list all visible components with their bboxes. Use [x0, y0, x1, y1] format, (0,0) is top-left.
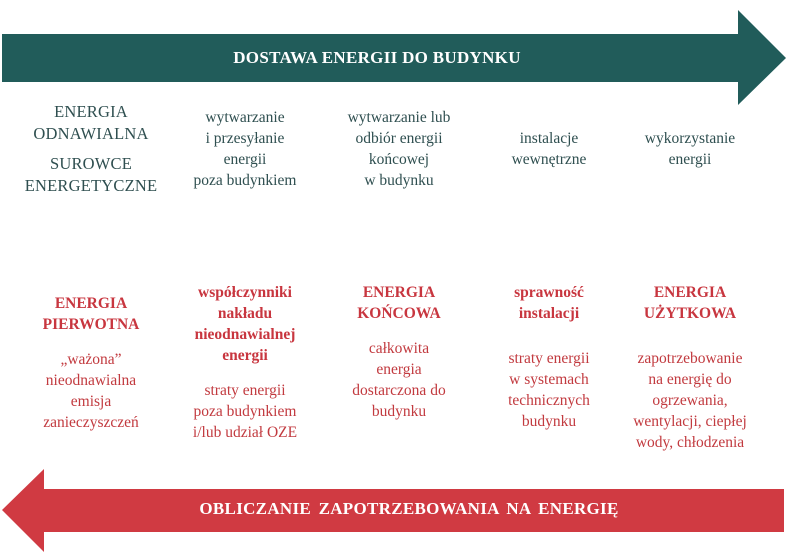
column-3-lower	[322, 282, 476, 422]
body-line: i/lub udział OZE	[192, 424, 298, 441]
conversion-factors-description	[168, 380, 322, 443]
column-5-upper	[608, 128, 772, 170]
column-2-upper-line: i przesyłanie	[205, 130, 285, 147]
body-line: całkowita	[368, 340, 430, 357]
column-1-upper	[14, 101, 168, 197]
final-energy-heading	[322, 282, 476, 324]
delivery-arrow-label: DOSTAWA ENERGII DO BUDYNKU	[233, 48, 521, 67]
body-line: na energię do	[648, 371, 732, 388]
column-4-upper-line: instalacje	[519, 130, 579, 147]
column-5-lower	[608, 282, 772, 453]
system-efficiency-description	[474, 348, 624, 432]
column-2-upper	[168, 107, 322, 191]
column-2-upper-line: energii	[223, 151, 267, 168]
column-2-upper-line: wytwarzanie	[205, 109, 285, 126]
useful-energy-description	[608, 348, 772, 453]
column-1-lower	[14, 293, 168, 433]
column-3-upper	[322, 107, 476, 191]
final-energy-description	[322, 338, 476, 422]
body-line: emisja	[70, 393, 112, 410]
heading-line: instalacji	[518, 305, 580, 322]
column-4-upper	[474, 128, 624, 170]
conversion-factors-heading	[168, 282, 322, 366]
body-line: nieodnawialna	[45, 372, 137, 389]
calculation-arrow	[0, 466, 790, 554]
heading-line: sprawność	[514, 284, 584, 301]
body-line: poza budynkiem	[193, 403, 297, 420]
heading-line: nieodnawialnej	[194, 326, 296, 343]
column-5-upper-line: energii	[668, 151, 712, 168]
body-line: zapotrzebowanie	[637, 350, 743, 367]
heading-line: UŻYTKOWA	[643, 305, 737, 322]
column-2-lower	[168, 282, 322, 443]
column-4-upper-line: wewnętrzne	[511, 151, 587, 168]
heading-line: ENERGIA	[54, 295, 128, 312]
body-line: dostarczona do	[352, 382, 446, 399]
column-1-upper2-line: ENERGETYCZNE	[24, 176, 158, 195]
heading-line: PIERWOTNA	[42, 316, 140, 333]
column-2-upper-line: poza budynkiem	[193, 172, 297, 189]
body-line: „ważona”	[60, 351, 122, 368]
heading-line: nakładu	[217, 305, 273, 322]
column-1-upper2-line: SUROWCE	[49, 154, 133, 173]
body-line: zanieczyszczeń	[43, 414, 139, 431]
column-1-upper-line: ODNAWIALNA	[33, 124, 149, 143]
heading-line: ENERGIA	[362, 284, 436, 301]
body-line: budynku	[371, 403, 427, 420]
primary-energy-description	[14, 349, 168, 433]
column-5-upper-line: wykorzystanie	[644, 130, 736, 147]
column-3-upper-line: odbiór energii	[355, 130, 443, 147]
column-3-upper-line: wytwarzanie lub	[347, 109, 451, 126]
body-line: w systemach	[509, 371, 589, 388]
heading-line: współczynniki	[198, 284, 292, 301]
column-4-lower	[474, 282, 624, 432]
body-line: energia	[376, 361, 422, 378]
system-efficiency-heading	[474, 282, 624, 324]
column-1-upper-line: ENERGIA	[54, 102, 128, 121]
useful-energy-heading	[608, 282, 772, 324]
body-line: wentylacji, ciepłej	[633, 413, 747, 430]
body-line: ogrzewania,	[652, 392, 728, 409]
body-line: wody, chłodzenia	[635, 434, 745, 451]
body-line: technicznych	[508, 392, 590, 409]
body-line: straty energii	[204, 382, 286, 399]
column-3-upper-line: w budynku	[364, 172, 434, 189]
body-line: straty energii	[508, 350, 590, 367]
heading-line: ENERGIA	[653, 284, 727, 301]
primary-energy-heading	[14, 293, 168, 335]
delivery-arrow	[0, 10, 790, 108]
heading-line: energii	[222, 347, 268, 364]
calculation-arrow-label: OBLICZANIE ZAPOTRZEBOWANIA NA ENERGIĘ	[199, 499, 619, 518]
column-3-upper-line: końcowej	[368, 151, 430, 168]
body-line: budynku	[521, 413, 577, 430]
heading-line: KOŃCOWA	[357, 305, 441, 322]
